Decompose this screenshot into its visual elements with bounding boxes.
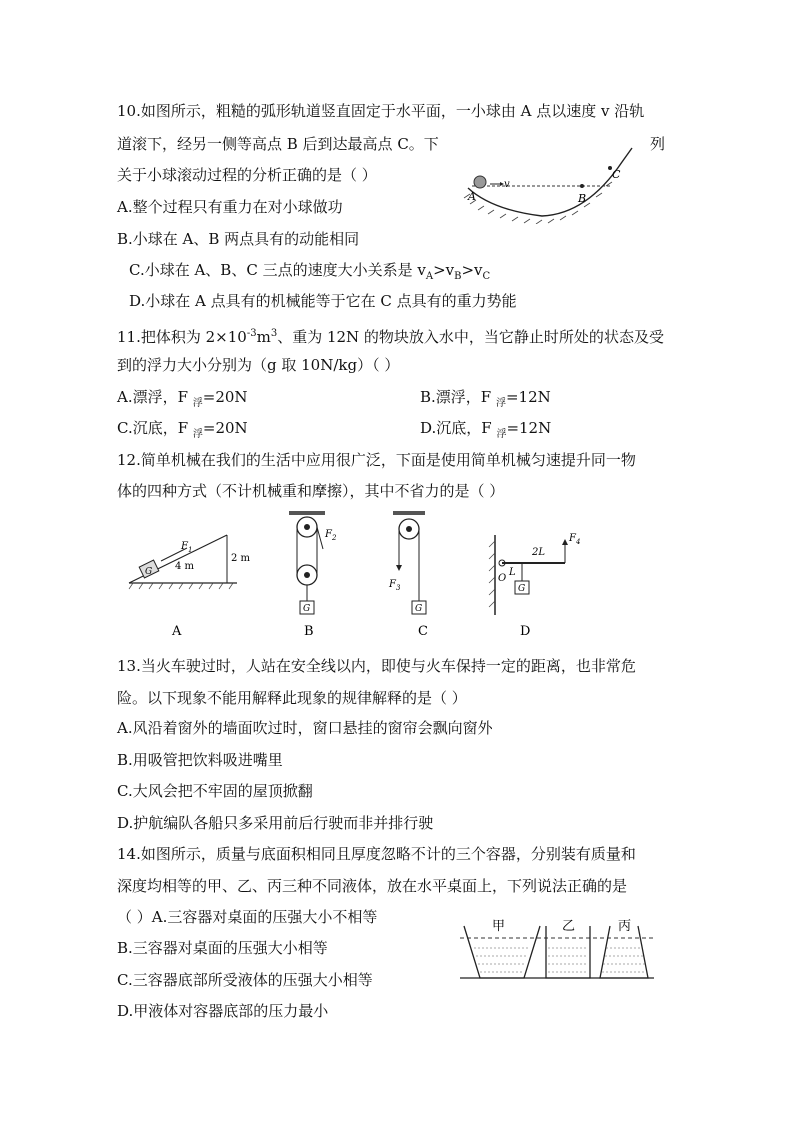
- q13-line2: 险。以下现象不能用解释此现象的规律解释的是（ ）: [117, 689, 467, 707]
- b-force-label: $F_2$: [325, 529, 337, 542]
- b-weight-g: G: [303, 604, 311, 614]
- q12-machines-figure: [117, 505, 587, 645]
- d-short-arm-label: L: [509, 567, 516, 578]
- q14-containers-figure: [458, 916, 658, 986]
- q14-line2: 深度均相等的甲、乙、丙三种不同液体，放在水平桌面上，下列说法正确的是: [117, 877, 628, 895]
- machine-d-lever: [489, 533, 580, 615]
- q14-line1: 14.如图所示，质量与底面积相同且厚度忽略不计的三个容器，分别装有质量和: [117, 845, 636, 863]
- a-height-label: 2 m: [231, 553, 251, 564]
- machine-a-incline: [129, 535, 251, 589]
- track-curve: [468, 148, 632, 216]
- q13-option-a: A.风沿着窗外的墙面吹过时，窗口悬挂的窗帘会飘向窗外: [117, 719, 493, 737]
- q13-option-d: D.护航编队各船只多采用前后行驶而非并排行驶: [117, 814, 434, 832]
- d-long-arm-label: 2L: [532, 547, 546, 558]
- label-bing: 丙: [618, 919, 632, 934]
- caption-d: D: [520, 624, 531, 639]
- q14-option-c: C.三容器底部所受液体的压强大小相等: [117, 971, 373, 989]
- a-length-label: 4 m: [175, 561, 195, 572]
- q10-option-b: B.小球在 A、B 两点具有的动能相同: [117, 230, 360, 248]
- q10-line2-tail: 列: [650, 135, 666, 153]
- q12-line2: 体的四种方式（不计机械重和摩擦），其中不省力的是（ ）: [117, 482, 505, 500]
- q12-line1: 12.简单机械在我们的生活中应用很广泛，下面是使用简单机械匀速提升同一物: [117, 451, 636, 469]
- machine-b-pulley-block: [289, 511, 337, 614]
- c-weight-g: G: [415, 604, 423, 614]
- q13-option-c: C.大风会把不牢固的屋顶掀翻: [117, 782, 313, 800]
- q11-option-b: B.漂浮，F $_浮$=12N: [420, 388, 551, 409]
- q10-line1: 10.如图所示，粗糙的弧形轨道竖直固定于水平面，一小球由 A 点以速度 v 沿轨: [117, 102, 645, 120]
- q11-line1: 11.把体积为 $2\times 10^{-3}m^3$、重为 12N 的物块放入水中，当它静止时所处的状态及受: [117, 328, 664, 346]
- q11-option-c: C.沉底，F $_浮$=20N: [117, 419, 248, 440]
- q11-line2: 到的浮力大小分别为（g 取 10N/kg）（ ）: [117, 356, 400, 374]
- label-jia: 甲: [492, 919, 506, 934]
- q11-option-d: D.沉底，F $_浮$=12N: [420, 419, 552, 440]
- q13-option-b: B.用吸管把饮料吸进嘴里: [117, 751, 283, 769]
- q14-option-d: D.甲液体对容器底部的压力最小: [117, 1002, 329, 1020]
- q14-option-b: B.三容器对桌面的压强大小相等: [117, 939, 328, 957]
- caption-a: A: [172, 624, 182, 639]
- q10-track-figure: [462, 140, 642, 224]
- q10-option-d: D.小球在 A 点具有的机械能等于它在 C 点具有的重力势能: [129, 292, 517, 310]
- label-v: v: [504, 179, 510, 190]
- caption-b: B: [304, 624, 314, 639]
- q11-option-a: A.漂浮，F $_浮$=20N: [117, 388, 248, 409]
- d-force-label: $F_4$: [569, 533, 581, 546]
- caption-c: C: [418, 624, 428, 639]
- q14-line3: （ ）A.三容器对桌面的压强大小不相等: [117, 908, 378, 926]
- label-b: B: [578, 192, 587, 205]
- q10-line2: 道滚下，经另一侧等高点 B 后到达最高点 C。下: [117, 135, 439, 153]
- q10-option-c: C.小球在 A、B、C 三点的速度大小关系是 $v_A>v_B>v_C$: [129, 261, 491, 282]
- a-weight-g: G: [145, 567, 153, 577]
- label-a: A: [468, 190, 476, 203]
- q13-line1: 13.当火车驶过时，人站在安全线以内，即使与火车保持一定的距离，也非常危: [117, 657, 636, 675]
- d-weight-g: G: [518, 584, 526, 594]
- label-yi: 乙: [562, 919, 576, 934]
- q10-line3: 关于小球滚动过程的分析正确的是（ ）: [117, 166, 377, 184]
- label-c: C: [612, 168, 621, 181]
- a-force-label: $F_1$: [181, 541, 193, 554]
- d-pivot-label: O: [498, 573, 507, 584]
- c-force-label: $F_3$: [389, 579, 401, 592]
- machine-c-fixed-pulley: [388, 511, 426, 614]
- ball: [474, 176, 486, 188]
- q10-option-a: A.整个过程只有重力在对小球做功: [117, 198, 343, 216]
